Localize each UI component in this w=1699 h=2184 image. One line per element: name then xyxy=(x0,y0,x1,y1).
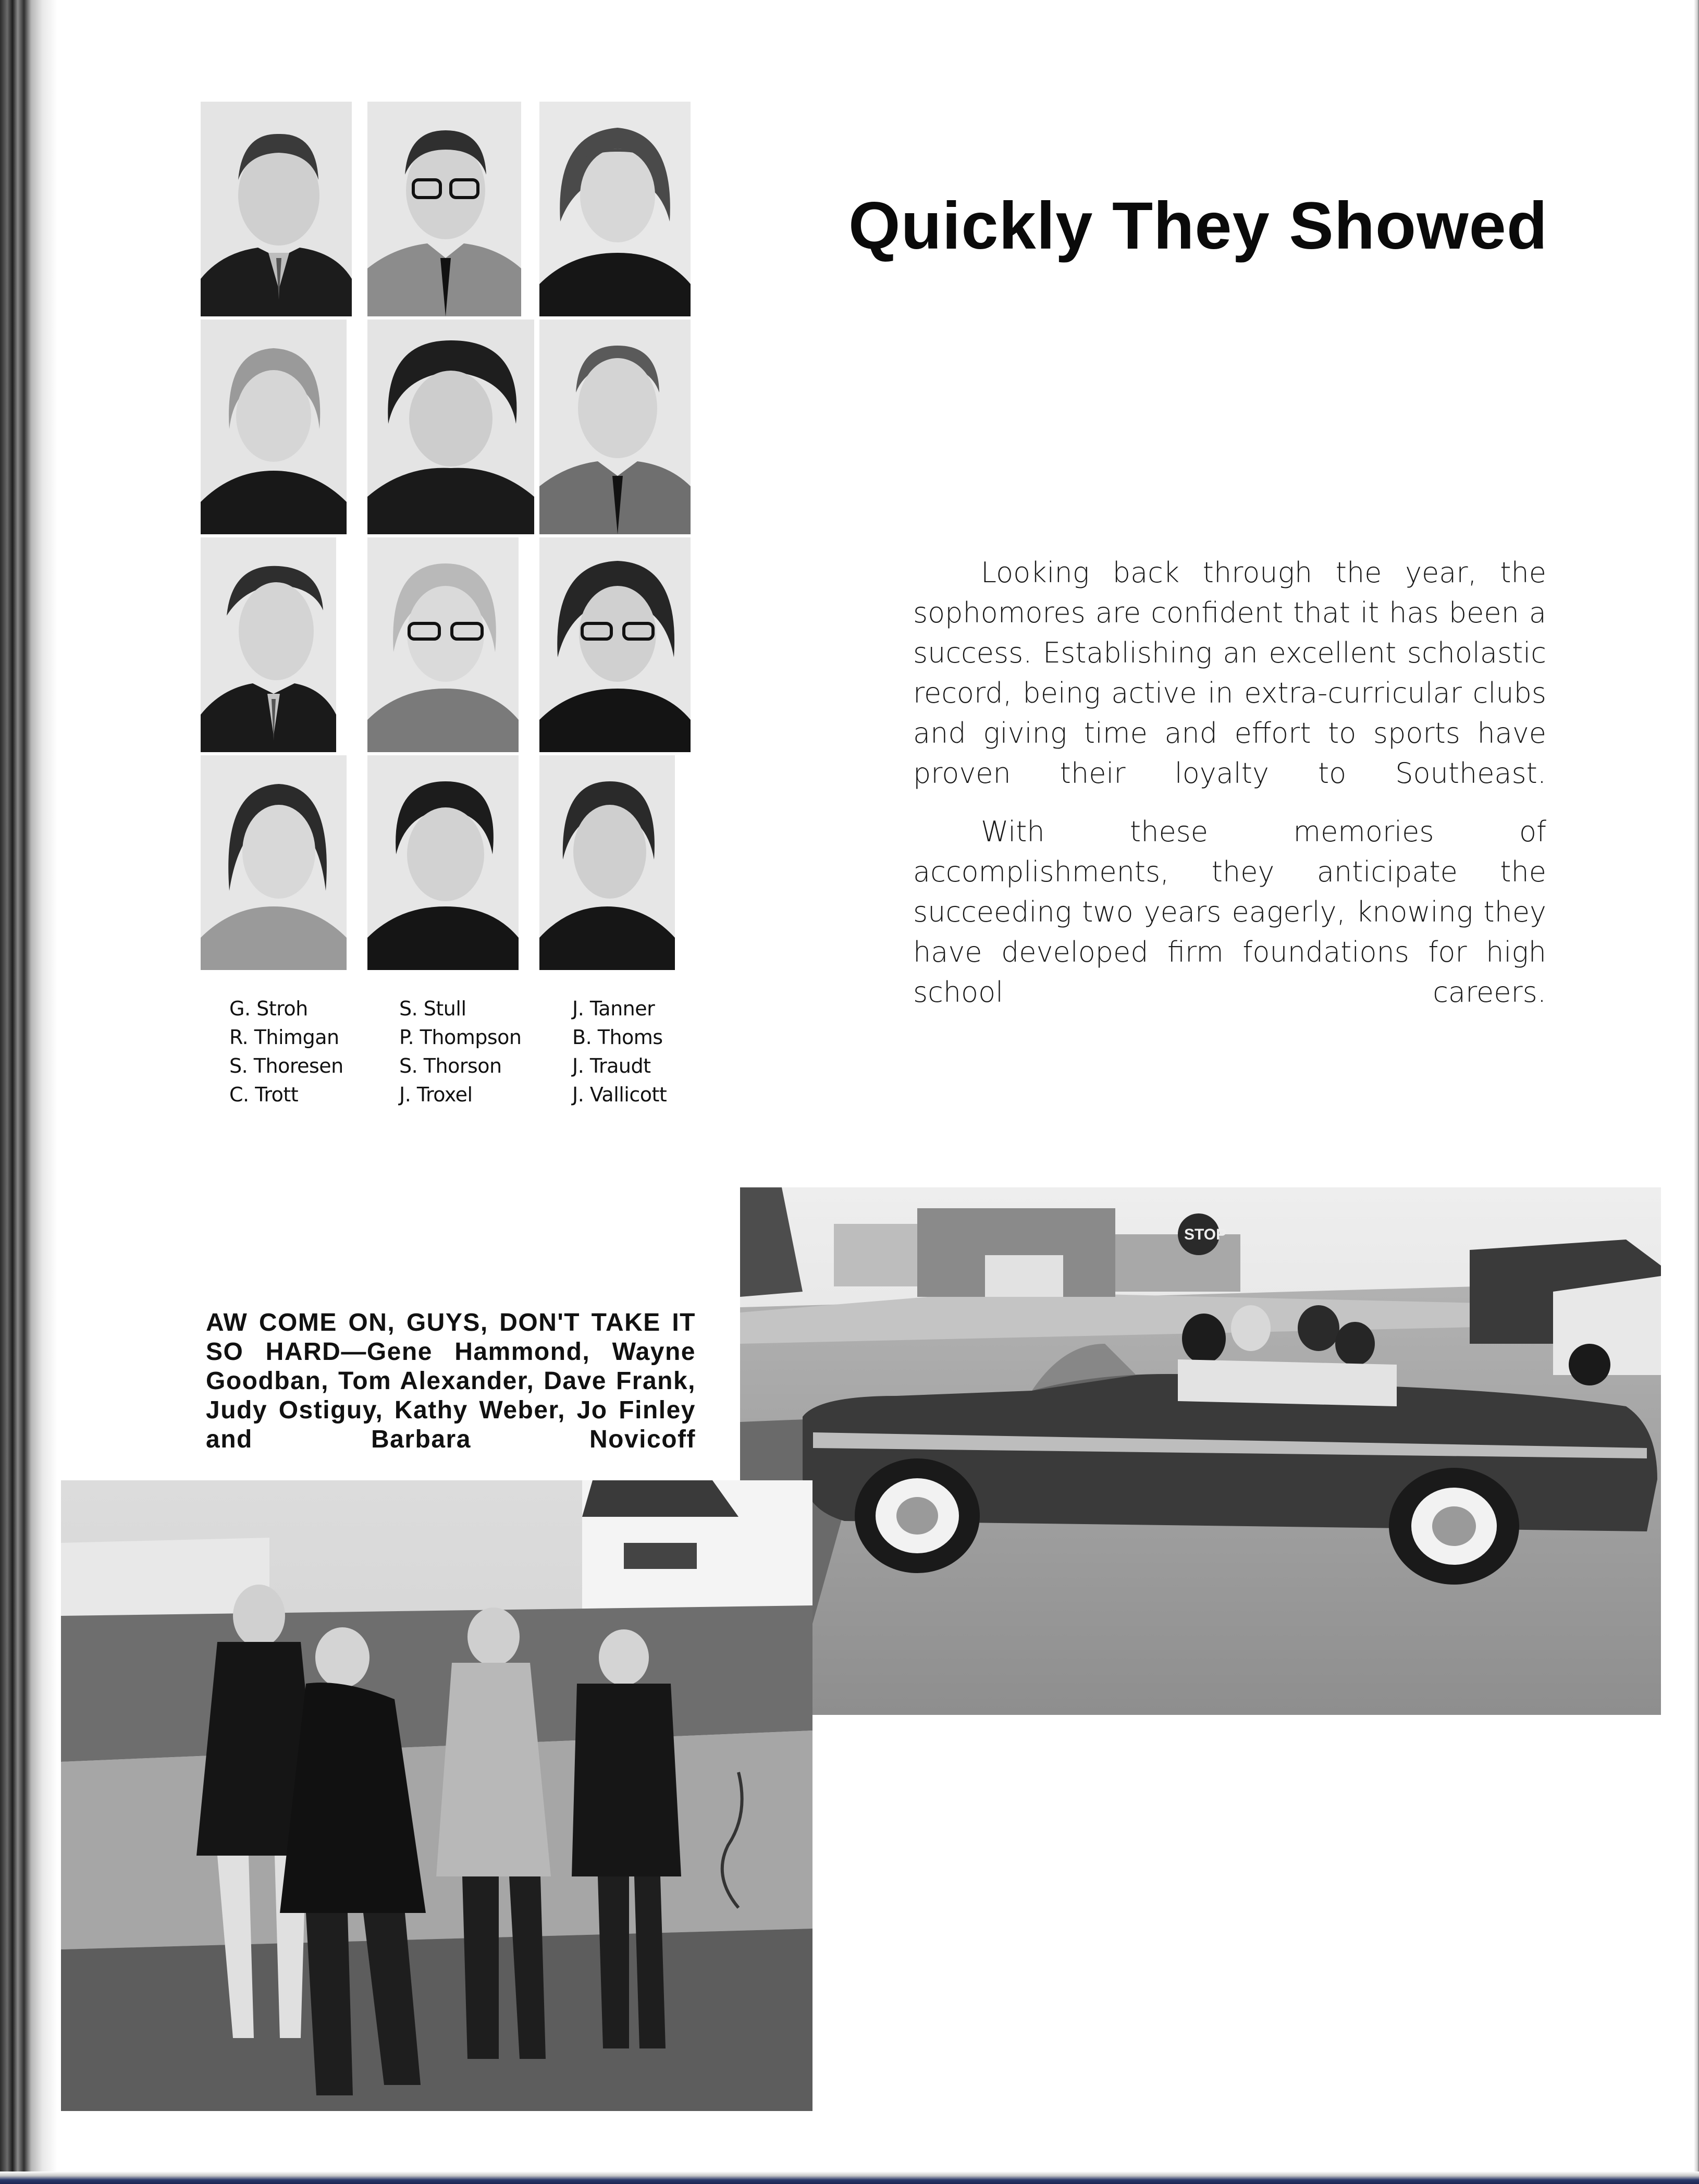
portrait-photo xyxy=(367,102,521,316)
name-column-2 xyxy=(399,995,521,1109)
student-name: C. Trott xyxy=(229,1083,299,1106)
page-title: Quickly They Showed xyxy=(848,189,1548,263)
student-name: S. Thoresen xyxy=(229,1054,343,1077)
student-name: J. Traudt xyxy=(572,1054,651,1077)
student-name: G. Stroh xyxy=(229,997,308,1020)
photo-caption: AW COME ON, GUYS, DON'T TAKE IT SO HARD—Gene Hammond, Wayne Goodban, Tom Alexander, Dave Frank, Judy Ostiguy, Kathy Weber, Jo Finley and Barbara Novicoff xyxy=(206,1309,696,1453)
paragraph: Looking back through the year, the sophomores are confident that it has been a success. Establishing an excellent scholastic record, being active in extra-curricular clubs and giving time and effort to sports have proven their loyalty to Southeast. xyxy=(913,556,1546,790)
student-name: P. Thompson xyxy=(399,1026,522,1049)
portrait-photo xyxy=(201,755,347,970)
student-name: S. Thorson xyxy=(399,1054,502,1077)
name-column-3 xyxy=(572,995,667,1109)
student-name: S. Stull xyxy=(399,997,466,1020)
portrait-photo xyxy=(539,102,691,316)
student-name: J. Troxel xyxy=(399,1083,473,1106)
stop-sign-text: STOP xyxy=(1184,1226,1227,1243)
book-binding-edge xyxy=(0,0,57,2184)
portrait-photo xyxy=(201,537,336,752)
convertible-photo xyxy=(740,1187,1661,1715)
student-name: B. Thoms xyxy=(572,1026,663,1049)
portrait-photo xyxy=(539,755,675,970)
page-right-edge xyxy=(1694,0,1699,2184)
portrait-grid xyxy=(201,102,691,972)
student-name: J. Vallicott xyxy=(572,1083,667,1106)
portrait-photo xyxy=(539,320,691,534)
portrait-photo xyxy=(367,320,534,534)
portrait-photo xyxy=(367,537,519,752)
body-text xyxy=(913,553,1546,1030)
portrait-photo xyxy=(539,537,691,752)
student-name: J. Tanner xyxy=(572,997,655,1020)
boys-group-photo xyxy=(61,1480,812,2111)
name-column-1 xyxy=(229,995,343,1109)
portrait-photo xyxy=(201,102,352,316)
student-name: R. Thimgan xyxy=(229,1026,339,1049)
paragraph: With these memories of accomplishments, they anticipate the succeeding two years eagerly, knowing they have developed firm foundations for high school careers. xyxy=(913,815,1546,1009)
portrait-photo xyxy=(367,755,519,970)
portrait-photo xyxy=(201,320,347,534)
page-bottom-edge xyxy=(0,2171,1699,2184)
